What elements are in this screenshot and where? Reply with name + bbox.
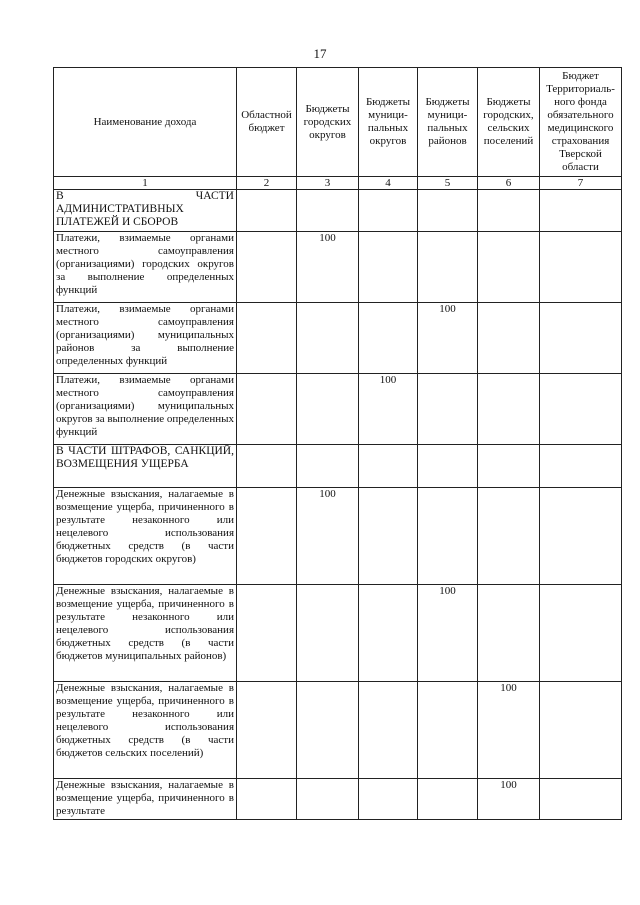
value-cell bbox=[540, 445, 622, 488]
value-cell bbox=[359, 190, 418, 232]
value-cell bbox=[478, 232, 540, 303]
value-cell bbox=[359, 779, 418, 820]
value-cell bbox=[418, 190, 478, 232]
value-cell bbox=[540, 232, 622, 303]
value-cell bbox=[540, 585, 622, 682]
value-cell bbox=[237, 488, 297, 585]
column-number: 2 bbox=[237, 177, 297, 190]
value-cell bbox=[540, 190, 622, 232]
revenue-name: Денежные взыскания, налагаемые в возмещение ущерба, причиненного в результате незаконного или нецелевого использования бюджетных средств (в части бюджетов сельских поселений) bbox=[54, 682, 237, 779]
revenue-name: Платежи, взимаемые органами местного самоуправления (организациями) муниципальных районов за выполнение определенных функций bbox=[54, 303, 237, 374]
table-row bbox=[54, 488, 622, 585]
value-cell bbox=[478, 303, 540, 374]
revenue-name: Платежи, взимаемые органами местного самоуправления (организациями) городских округов за выполнение определенных функций bbox=[54, 232, 237, 303]
value-cell bbox=[540, 488, 622, 585]
page-number: 17 bbox=[313, 46, 327, 61]
value-cell bbox=[237, 374, 297, 445]
column-number: 3 bbox=[297, 177, 359, 190]
value-cell bbox=[297, 779, 359, 820]
value-cell bbox=[540, 682, 622, 779]
column-number: 7 bbox=[540, 177, 622, 190]
table-row bbox=[54, 585, 622, 682]
value-cell: 100 bbox=[478, 682, 540, 779]
value-cell bbox=[359, 488, 418, 585]
value-cell bbox=[418, 488, 478, 585]
revenue-name: Денежные взыскания, налагаемые в возмещение ущерба, причиненного в результате незаконного или нецелевого использования бюджетных средств (в части бюджетов городских округов) bbox=[54, 488, 237, 585]
revenue-name: Денежные взыскания, налагаемые в возмещение ущерба, причиненного в результате bbox=[54, 779, 237, 820]
header-municipal-districts: Бюджеты муници-пальных округов bbox=[359, 68, 418, 177]
table-row bbox=[54, 682, 622, 779]
value-cell bbox=[297, 303, 359, 374]
column-number: 6 bbox=[478, 177, 540, 190]
value-cell bbox=[418, 374, 478, 445]
value-cell bbox=[359, 445, 418, 488]
value-cell bbox=[359, 232, 418, 303]
value-cell bbox=[418, 232, 478, 303]
header-regional-budget: Областной бюджет bbox=[237, 68, 297, 177]
value-cell: 100 bbox=[478, 779, 540, 820]
header-row bbox=[54, 68, 622, 177]
value-cell bbox=[237, 232, 297, 303]
value-cell bbox=[237, 190, 297, 232]
value-cell bbox=[418, 445, 478, 488]
value-cell bbox=[297, 374, 359, 445]
value-cell bbox=[237, 779, 297, 820]
value-cell bbox=[478, 445, 540, 488]
value-cell bbox=[297, 445, 359, 488]
header-name: Наименование дохода bbox=[54, 68, 237, 177]
revenue-name: Платежи, взимаемые органами местного самоуправления (организациями) муниципальных округов за выполнение определенных функций bbox=[54, 374, 237, 445]
value-cell bbox=[418, 779, 478, 820]
value-cell bbox=[297, 682, 359, 779]
section-heading: В ЧАСТИ АДМИНИСТРАТИВНЫХ ПЛАТЕЖЕЙ И СБОРОВ bbox=[54, 190, 237, 232]
table-row bbox=[54, 190, 622, 232]
value-cell bbox=[540, 779, 622, 820]
value-cell bbox=[297, 585, 359, 682]
value-cell bbox=[359, 682, 418, 779]
header-health-insurance-fund: Бюджет Территориаль-ного фонда обязательного медицинского страхования Тверской области bbox=[540, 68, 622, 177]
table-row bbox=[54, 374, 622, 445]
value-cell bbox=[540, 303, 622, 374]
value-cell bbox=[540, 374, 622, 445]
column-number: 5 bbox=[418, 177, 478, 190]
header-city-districts: Бюджеты городских округов bbox=[297, 68, 359, 177]
value-cell: 100 bbox=[297, 488, 359, 585]
value-cell: 100 bbox=[418, 303, 478, 374]
column-number-row bbox=[54, 177, 622, 190]
value-cell bbox=[478, 190, 540, 232]
value-cell bbox=[478, 488, 540, 585]
value-cell bbox=[418, 682, 478, 779]
table-row bbox=[54, 445, 622, 488]
value-cell bbox=[478, 374, 540, 445]
value-cell bbox=[297, 190, 359, 232]
value-cell bbox=[359, 303, 418, 374]
table-row bbox=[54, 779, 622, 820]
table-row bbox=[54, 232, 622, 303]
table-row bbox=[54, 303, 622, 374]
column-number: 4 bbox=[359, 177, 418, 190]
header-urban-rural-settlements: Бюджеты городских, сельских поселений bbox=[478, 68, 540, 177]
header-municipal-raions: Бюджеты муници-пальных районов bbox=[418, 68, 478, 177]
value-cell bbox=[359, 585, 418, 682]
section-heading: В ЧАСТИ ШТРАФОВ, САНКЦИЙ, ВОЗМЕЩЕНИЯ УЩЕРБА bbox=[54, 445, 237, 488]
value-cell bbox=[478, 585, 540, 682]
value-cell: 100 bbox=[297, 232, 359, 303]
value-cell bbox=[237, 303, 297, 374]
value-cell bbox=[237, 445, 297, 488]
revenue-name: Денежные взыскания, налагаемые в возмещение ущерба, причиненного в результате незаконного или нецелевого использования бюджетных средств (в части бюджетов муниципальных районов) bbox=[54, 585, 237, 682]
value-cell: 100 bbox=[418, 585, 478, 682]
value-cell: 100 bbox=[359, 374, 418, 445]
revenue-distribution-table bbox=[53, 67, 622, 820]
value-cell bbox=[237, 682, 297, 779]
column-number: 1 bbox=[54, 177, 237, 190]
value-cell bbox=[237, 585, 297, 682]
